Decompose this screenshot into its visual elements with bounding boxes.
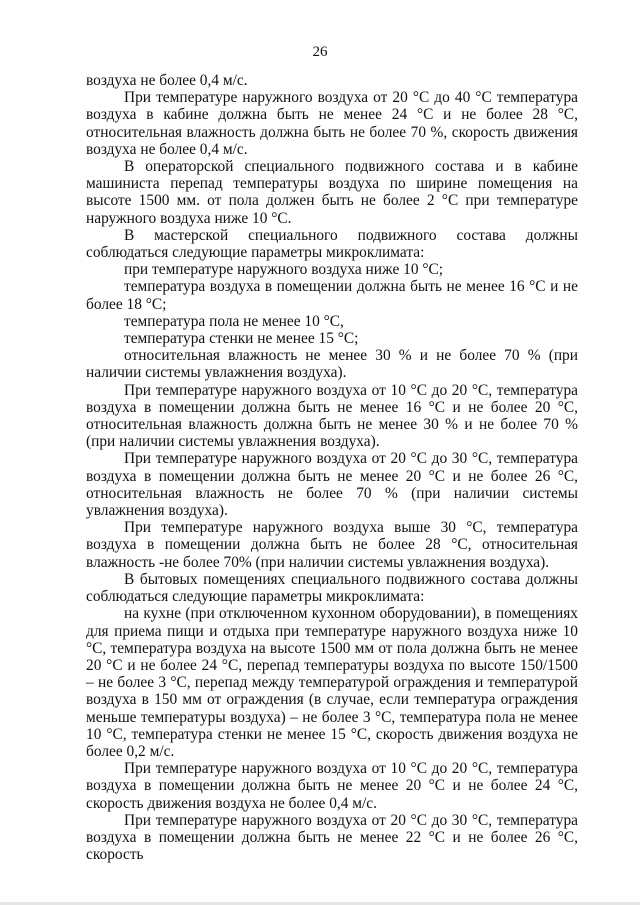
paragraph-workshop-10-20: При температуре наружного воздуха от 10 °С до 20 °С, температура воздуха в помещении должна быть не менее 16 °С и не более 20 °С, относительная влажность должна быть не менее 30 % и не более 70 % (при наличии системы увлажнения воздуха). — [86, 381, 578, 451]
paragraph-cabin-20-40: При температуре наружного воздуха от 20 °С до 40 °С температура воздуха в кабине должна быть не менее 24 °С и не более 28 °С, относительная влажность должна быть не более 70 %, скорость движения воздуха не более 0,4 м/с. — [86, 89, 578, 158]
body-text — [86, 72, 578, 863]
page-number: 26 — [312, 44, 328, 60]
paragraph-continuation: воздуха не более 0,4 м/с. — [86, 72, 248, 89]
paragraph-workshop-20-30: При температуре наружного воздуха от 20 °С до 30 °С, температура воздуха в помещении должна быть не менее 20 °С и не более 26 °С, относительная влажность не более 70 % (при наличии системы увлажнения воздуха). — [86, 450, 578, 520]
paragraph-living-quarters-intro: В бытовых помещениях специального подвижного состава должны соблюдаться следующие параметры микроклимата: — [86, 570, 578, 606]
paragraph-workshop-air-temp: температура воздуха в помещении должна быть не менее 16 °С и не более 18 °С; — [86, 278, 578, 313]
paragraph-workshop-above-30: При температуре наружного воздуха выше 30 °С, температура воздуха в помещении должна быть не более 28 °С, относительная влажность -не более 70% (при наличии системы увлажнения воздуха). — [86, 519, 578, 571]
paragraph-workshop-below-10: при температуре наружного воздуха ниже 10 °С; — [124, 261, 444, 279]
paragraph-kitchen: на кухне (при отключенном кухонном оборудовании), в помещениях для приема пищи и отдыха при температуре наружного воздуха ниже 10 °С, температура воздуха на высоте 1500 мм от пола должна быть не менее 20 °С и не более 24 °С, перепад температуры воздуха по высоте 150/1500 – не более 3 °С, перепад между температурой ограждения и температурой воздуха в 150 мм от ограждения (в случае, если температура ограждения меньше температуры воздуха) – не более 3 °С, температура пола не менее 10 °С, температура стенки не менее 15 °С, скорость движения воздуха не более 0,2 м/с. — [86, 605, 578, 760]
paragraph-operator-room: В операторской специального подвижного состава и в кабине машиниста перепад температуры воздуха по ширине помещения на высоте 1500 мм. от пола должен быть не более 2 °С при температуре наружного воздуха ниже 10 °С. — [86, 158, 578, 227]
paragraph-workshop-intro: В мастерской специального подвижного состава должны соблюдаться следующие параметры микроклимата: — [86, 226, 578, 262]
paragraph-floor-temp: температура пола не менее 10 °С, — [124, 312, 344, 330]
paragraph-wall-temp: температура стенки не менее 15 °С; — [124, 330, 359, 348]
paragraph-living-20-30: При температуре наружного воздуха от 20 °С до 30 °С, температура воздуха в помещении должна быть не менее 22 °С и не более 26 °С, скорость — [86, 811, 578, 864]
paragraph-humidity: относительная влажность не менее 30 % и не более 70 % (при наличии системы увлажнения воздуха). — [86, 347, 578, 382]
paragraph-living-10-20: При температуре наружного воздуха от 10 °С до 20 °С, температура воздуха в помещении должна быть не менее 20 °С и не более 24 °С, скорость движения воздуха не более 0,4 м/с. — [86, 760, 578, 812]
